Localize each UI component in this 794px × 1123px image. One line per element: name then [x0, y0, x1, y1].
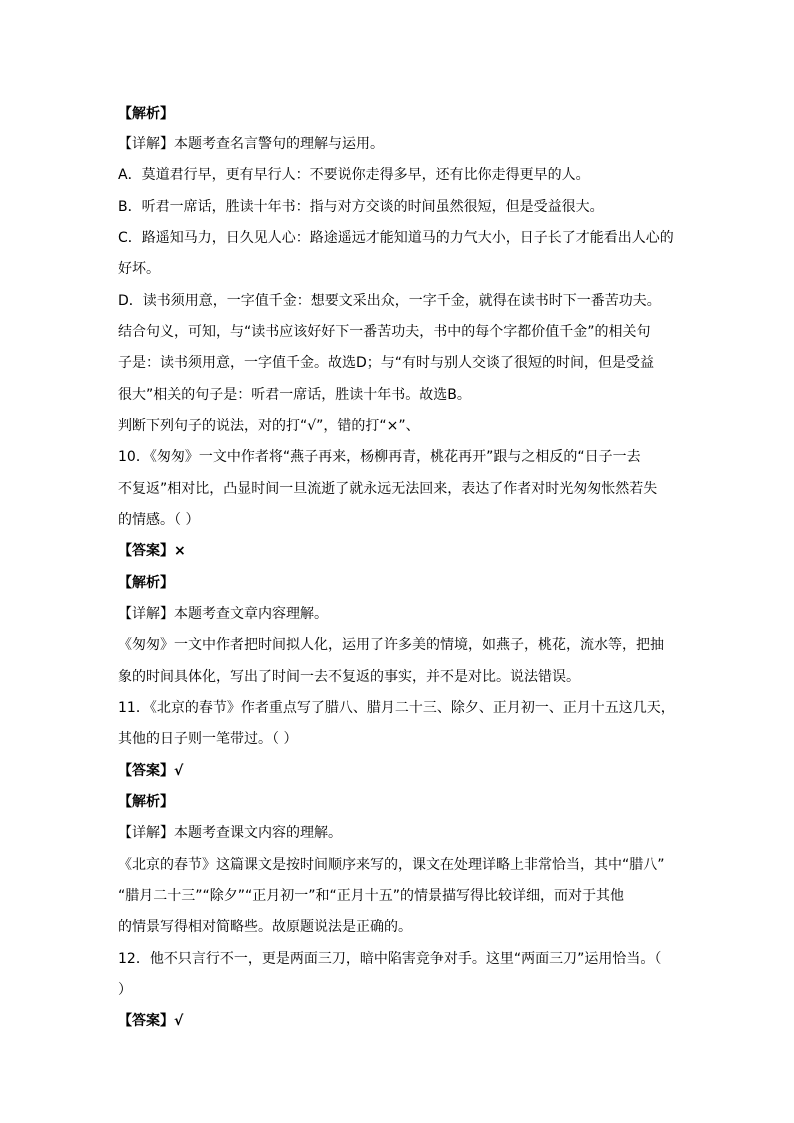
explanation-line: 象的时间具体化，写出了时间一去不复返的事实，并不是对比。说法错误。	[118, 669, 580, 685]
detail-line: 【详解】本题考查文章内容理解。	[118, 606, 328, 622]
option-c: C．路遥知马力，日久见人心：路途遥远才能知道马的力气大小，日子长了才能看出人心的	[118, 230, 674, 246]
analysis-heading: 【解析】	[118, 575, 174, 591]
explanation-line: “腊月二十三”“除夕”“正月初一”和“正月十五”的情景描写得比较详细，而对于其他	[118, 888, 625, 904]
question-10-cont: 不复返”相对比，凸显时间一旦流逝了就永远无法回来，表达了作者对时光匆匆怅然若失	[118, 481, 658, 497]
explanation-line: 《匆匆》一文中作者把时间拟人化，运用了许多美的情境，如燕子，桃花，流水等，把抽	[118, 637, 664, 653]
detail-line: 【详解】本题考查名言警句的理解与运用。	[118, 136, 384, 152]
analysis-heading: 【解析】	[118, 794, 174, 810]
answer-10: 【答案】×	[118, 543, 186, 559]
conclusion-line: 结合句义，可知，与“读书应该好好下一番苦功夫，书中的每个字都价值千金”的相关句	[118, 324, 651, 340]
option-d: D．读书须用意，一字值千金：想要文采出众，一字千金，就得在读书时下一番苦功夫。	[118, 293, 661, 309]
option-a: A．莫道君行早，更有早行人：不要说你走得多早，还有比你走得更早的人。	[118, 167, 590, 183]
answer-12: 【答案】√	[118, 1013, 184, 1029]
question-12-cont: ）	[118, 982, 132, 998]
explanation-line: 《北京的春节》这篇课文是按时间顺序来写的，课文在处理详略上非常恰当，其中“腊八”	[118, 857, 665, 873]
answer-11: 【答案】√	[118, 763, 184, 779]
option-b: B．听君一席话，胜读十年书：指与对方交谈的时间虽然很短，但是受益很大。	[118, 199, 604, 215]
question-12: 12．他不只言行不一，更是两面三刀，暗中陷害竞争对手。这里“两面三刀”运用恰当。（	[118, 951, 662, 967]
conclusion-line: 很大”相关的句子是：听君一席话，胜读十年书。故选B。	[118, 387, 471, 403]
detail-line: 【详解】本题考查课文内容的理解。	[118, 825, 342, 841]
question-10: 10．《匆匆》一文中作者将“燕子再来，杨柳再青，桃花再开”跟与之相反的“日子一去	[118, 449, 641, 465]
question-11-cont: 其他的日子则一笔带过。（ ）	[118, 731, 298, 747]
explanation-line: 的情景写得相对简略些。故原题说法是正确的。	[118, 919, 412, 935]
analysis-heading: 【解析】	[118, 106, 174, 122]
section-instruction: 判断下列句子的说法，对的打“√”，错的打“×”、	[118, 418, 420, 434]
option-c-cont: 好坏。	[118, 261, 160, 277]
question-11: 11．《北京的春节》作者重点写了腊八、腊月二十三、除夕、正月初一、正月十五这几天，	[118, 700, 675, 716]
question-10-cont: 的情感。（ ）	[118, 512, 200, 528]
conclusion-line: 子是：读书须用意，一字值千金。故选D；与“有时与别人交谈了很短的时间，但是受益	[118, 355, 655, 371]
